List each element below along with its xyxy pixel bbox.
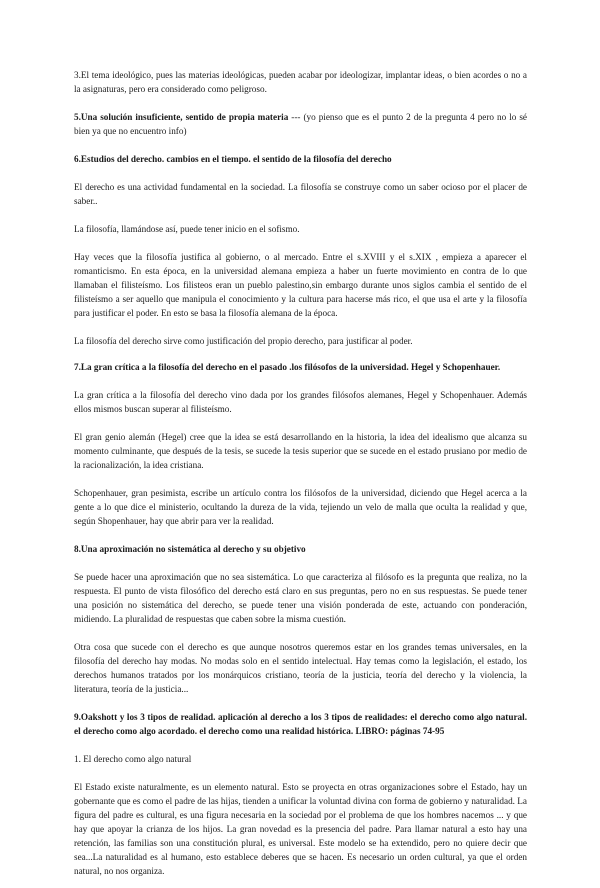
- paragraph-non-systematic: Se puede hacer una aproximación que no sea sistemática. Lo que caracteriza al filósofo es la pregunta que realiza, no la respuesta. El punto de vista filosófico del derecho está claro en sus preguntas, pero no en sus respuestas. Se puede tener una posición no sistemática del derecho, se puede tener una visión ponderada de este, actuando con ponderación, midiendo. La pluralidad de respuestas que caben sobre la misma cuestión.: [74, 572, 527, 624]
- section-5-heading: [74, 110, 527, 138]
- paragraph-great-critique: La gran crítica a la filosofía del derecho vino dada por los grandes filósofos alemanes, Hegel y Schopenhauer. Además ellos mismos buscan superar al filisteísmo.: [74, 390, 527, 414]
- paragraph-state-natural: El Estado existe naturalmente, es un elemento natural. Esto se proyecta en otras organizaciones sobre el Estado, hay un gobernante que es como el padre de las hijas, tienden a unificar la voluntad divina con forma de gobierno y naturalidad. La figura del padre es cultural, es una figura necesaria en la sociedad por el problema de que los hombres nacemos ... y que hay que apoyar la crianza de los hijos. La gran novedad es la presencia del padre. Para llamar natural a esto hay una retención, las familias son una constitución plural, es universal. Este modelo se ha extendido, pero no quiere decir que sea...La naturalidad es al humano, esto establece deberes que se hacen. Es necesario un orden cultural, ya que el orden natural, no nos organiza.: [74, 782, 527, 876]
- subheading-natural-law: 1. El derecho como algo natural: [74, 754, 192, 764]
- paragraph-justification: La filosofía del derecho sirve como justificación del propio derecho, para justificar al poder.: [74, 336, 413, 346]
- paragraph-hegel: El gran genio alemán (Hegel) cree que la idea se está desarrollando en la historia, la idea del idealismo que alcanza su momento culminante, que después de la tesis, se sucede la tesis superior que se sucede en el estado prusiano por medio de la racionalización, la idea cristiana.: [74, 432, 527, 470]
- section-6-heading: 6.Estudios del derecho. cambios en el tiempo. el sentido de la filosofía del derecho: [74, 154, 392, 164]
- paragraph-sophism: La filosofía, llamándose así, puede tener inicio en el sofismo.: [74, 224, 300, 234]
- section-5-note: --- (yo pienso que es el punto 2 de la pregunta 4 pero no lo sé bien ya que no encuentro info): [74, 112, 527, 136]
- section-9-heading: 9.Oakshott y los 3 tipos de realidad. aplicación al derecho a los 3 tipos de realidades: el derecho como algo natural. el derecho como algo acordado. el derecho como una realidad histórica. LIBRO: páginas 74-95: [74, 712, 527, 736]
- paragraph-law-activity: El derecho es una actividad fundamental en la sociedad. La filosofía se construye como un saber ocioso por el placer de saber..: [74, 182, 527, 206]
- paragraph-schopenhauer: Schopenhauer, gran pesimista, escribe un artículo contra los filósofos de la universidad, diciendo que Hegel acerca a la gente a lo que dice el ministerio, ocultando la dureza de la vida, tejiendo un velo de malla que oculta la realidad y que, según Shopenhauer, hay que abrir para ver la realidad.: [74, 488, 527, 526]
- section-5-title: 5.Una solución insuficiente, sentido de propia materia: [74, 112, 289, 122]
- paragraph-fashions: Otra cosa que sucede con el derecho es que aunque nosotros queremos estar en los grandes temas universales, en la filosofía del derecho hay modas. No modas solo en el sentido intelectual. Hay temas como la legislación, el estado, los derechos humanos tratados por los monárquicos cristiano, teoría de la justicia, teoría del derecho y la violencia, la literatura, teoría de la justicia...: [74, 642, 527, 694]
- section-8-heading: 8.Una aproximación no sistemática al derecho y su objetivo: [74, 544, 306, 554]
- document-body: [74, 68, 527, 888]
- paragraph-ideological-theme: 3.El tema ideológico, pues las materias ideológicas, pueden acabar por ideologizar, implantar ideas, o bien acordes o no a la asignaturas, pero era considerado como peligroso.: [74, 70, 527, 94]
- section-7-heading: 7.La gran crítica a la filosofía del derecho en el pasado .los filósofos de la universidad. Hegel y Schopenhauer.: [74, 362, 501, 372]
- paragraph-romanticism: Hay veces que la filosofía justifica al gobierno, o al mercado. Entre el s.XVIII y el s.XIX , empieza a aparecer el romanticismo. En esta época, en la universidad alemana empieza a haber un fuerte movimiento en contra de lo que llamaban el filisteísmo. Los filisteos eran un pueblo palestino,sin embargo durante unos siglos cambia el sentido de el filisteísmo a ser aquello que manipula el conocimiento y la cultura para hacerse más rico, el que usa el arte y la filosofía para justificar el poder. En esto se basa la filosofía alemana de la época.: [74, 252, 527, 318]
